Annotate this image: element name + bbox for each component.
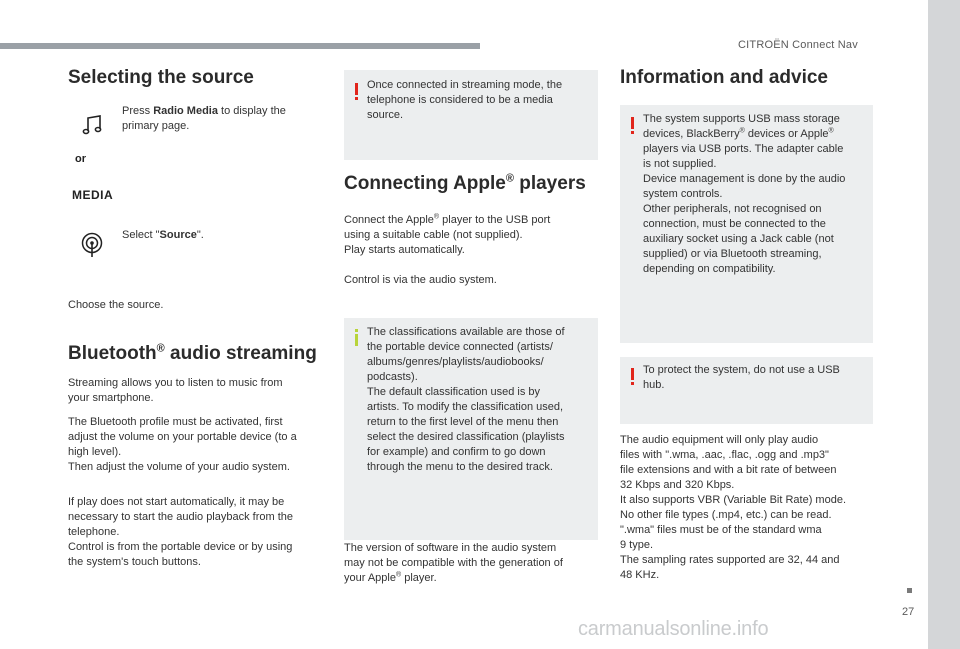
bluetooth-title: Bluetooth® audio streaming: [68, 342, 317, 364]
page-number: 27: [902, 606, 915, 618]
classification-info-text: The classifications available are those of the portable device connected (artists/ albums/genres/playlists/audiobooks/ podcasts). The default classification used is by artists. To modify the classification used, return to the first level of the menu then select the desired classification (playlists for example) and confirm to go down through the menu to the desired track.: [367, 326, 565, 473]
usb-support-warning-text: The system supports USB mass storage devices, BlackBerry® devices or Apple® players via USB ports. The adapter cable is not supplied. Device management is done by the audio system controls. Other peripherals, not recognised on connection, must be connected to the auxiliary socket using a Jack cable (not supplied) or via Bluetooth streaming, depending on compatibility.: [643, 113, 846, 275]
advice-title: Information and advice: [620, 67, 828, 88]
bluetooth-para-1: Streaming allows you to listen to music from your smartphone.: [68, 377, 283, 404]
bluetooth-para-3: If play does not start automatically, it may be necessary to start the audio playback from the telephone. Control is from the portable device or by using the system's touch buttons.: [68, 496, 294, 568]
header-brand: CITROËN Connect Nav: [738, 39, 858, 51]
or-label: or: [75, 153, 86, 165]
source-broadcast-icon: [79, 232, 105, 258]
top-rule: [0, 43, 480, 49]
press-radio-media-text: Press Radio Media to display the primary page.: [122, 105, 286, 132]
audio-formats-text: The audio equipment will only play audio files with ".wma, .aac, .flac, .ogg and .mp3" file extensions and with a bit rate of between 32 Kbps and 320 Kbps. It also supports VBR (Variable Bit Rate) mode. No other file types (.mp4, etc.) can be read. ".wma" files must be of the standard wma 9 type. The sampling rates supported are 32, 44 and 48 KHz.: [620, 434, 847, 581]
apple-version-text: The version of software in the audio system may not be compatible with the generation of your Apple® player.: [344, 542, 563, 584]
radio-media-label: Radio Media: [153, 105, 218, 117]
apple-title: Connecting Apple® players: [344, 172, 586, 194]
source-label: Source: [159, 229, 197, 241]
apple-para-1: Connect the Apple® player to the USB port using a suitable cable (not supplied). Play starts automatically.: [344, 213, 551, 256]
page-edge-tab: [928, 0, 960, 649]
usb-hub-warning-text: To protect the system, do not use a USB hub.: [643, 364, 840, 391]
music-note-icon: [80, 113, 104, 137]
selecting-source-title: Selecting the source: [68, 67, 254, 88]
select-source-text: Select "Source".: [122, 229, 204, 241]
watermark: carmanualsonline.info: [578, 618, 769, 640]
streaming-warning-text: Once connected in streaming mode, the telephone is considered to be a media source.: [367, 79, 563, 121]
media-button-label: MEDIA: [72, 188, 114, 202]
apple-para-2: Control is via the audio system.: [344, 274, 497, 286]
bluetooth-para-2: The Bluetooth profile must be activated, first adjust the volume on your portable device (to a high level). Then adjust the volume of your audio system.: [68, 416, 297, 473]
choose-source-text: Choose the source.: [68, 299, 164, 311]
page-bullet: [907, 588, 912, 593]
